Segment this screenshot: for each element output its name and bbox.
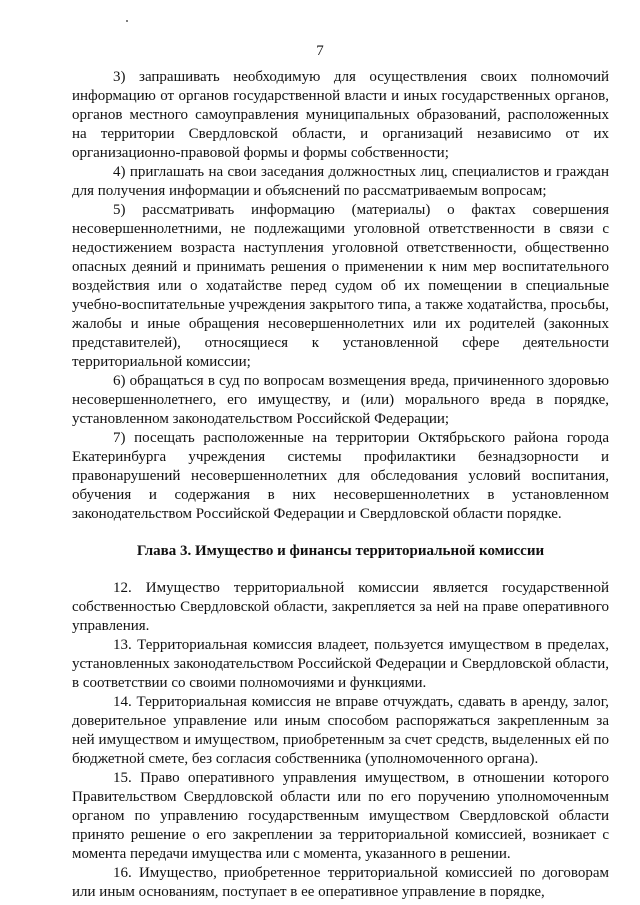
document-body xyxy=(72,68,609,902)
list-item-3: 3) запрашивать необходимую для осуществления своих полномочий информацию от органов государственной власти и иных государственных органов, органов местного самоуправления муниципальных образований, расположенных на территории Свердловской области, и организаций независимо от их организационно-правовой формы и формы собственности; xyxy=(72,69,609,161)
clause-14: 14. Территориальная комиссия не вправе отчуждать, сдавать в аренду, залог, доверительное управление или иным способом распоряжаться закрепленным за ней имуществом и имуществом, приобретенным за счет средств, выделенных ей по бюджетной смете, без согласия собственника (уполномоченного органа). xyxy=(72,694,609,767)
clause-15: 15. Право оперативного управления имуществом, в отношении которого Правительством Свердловской области или по его поручению уполномоченным органом по управлению государственным имуществом Свердловской области принято решение о его закреплении за территориальной комиссией, возникает с момента передачи имущества или с момента, указанного в решении. xyxy=(72,770,609,862)
list-item-7: 7) посещать расположенные на территории Октябрьского района города Екатеринбурга учреждения системы профилактики безнадзорности и правонарушений несовершеннолетних для обследования условий воспитания, обучения и содержания в них несовершеннолетних в установленном законодательством Российской Федерации и Свердловской области порядке. xyxy=(72,430,609,522)
list-item-5: 5) рассматривать информацию (материалы) о фактах совершения несовершеннолетними, не подлежащими уголовной ответственности в связи с недостижением возраста наступления уголовной ответственности, общественно опасных деяний и принимать решения о применении к ним мер воспитательного воздействия или о ходатайстве перед судом об их помещении в специальные учебно-воспитательные учреждения закрытого типа, а также ходатайства, просьбы, жалобы и иные обращения несовершеннолетних или их родителей (законных представителей), относящиеся к установленной сфере деятельности территориальной комиссии; xyxy=(72,202,609,370)
page-number: 7 xyxy=(316,43,324,59)
clause-13: 13. Территориальная комиссия владеет, пользуется имуществом в пределах, установленных законодательством Российской Федерации и Свердловской области, в соответствии со своими полномочиями и функциями. xyxy=(72,637,609,691)
list-item-4: 4) приглашать на свои заседания должностных лиц, специалистов и граждан для получения информации и объяснений по рассматриваемым вопросам; xyxy=(72,164,609,199)
chapter-heading: Глава 3. Имущество и финансы территориальной комиссии xyxy=(136,543,545,559)
scan-speck xyxy=(126,20,128,22)
clause-16: 16. Имущество, приобретенное территориальной комиссией по договорам или иным основаниям, поступает в ее оперативное управление в порядке, xyxy=(72,865,609,900)
clause-12: 12. Имущество территориальной комиссии является государственной собственностью Свердловской области, закрепляется за ней на праве оперативного управления. xyxy=(72,580,609,634)
list-item-6: 6) обращаться в суд по вопросам возмещения вреда, причиненного здоровью несовершеннолетнего, его имуществу, и (или) морального вреда в порядке, установленном законодательством Российской Федерации; xyxy=(72,373,609,427)
